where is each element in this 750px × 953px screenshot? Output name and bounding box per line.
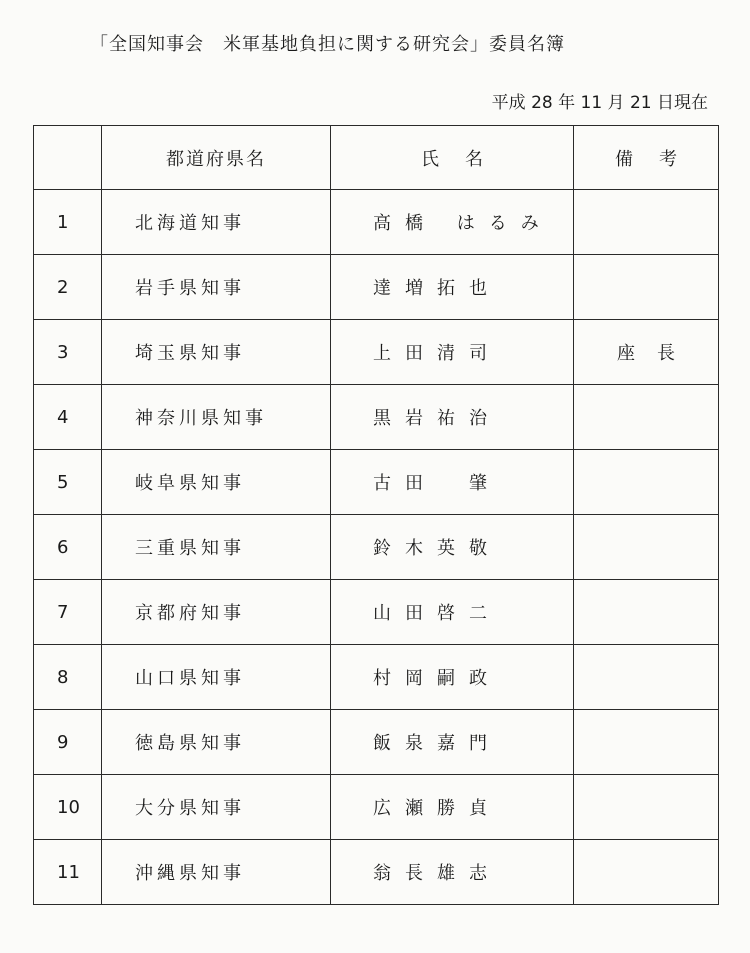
row-remarks [574, 580, 719, 645]
document-title: 「全国知事会 米軍基地負担に関する研究会」委員名簿 [90, 34, 565, 55]
row-prefecture: 岐阜県知事 [102, 450, 331, 515]
table-row [34, 515, 719, 580]
row-number: 8 [34, 645, 102, 710]
row-number: 5 [34, 450, 102, 515]
row-name: 上田清司 [331, 320, 574, 385]
row-prefecture: 大分県知事 [102, 775, 331, 840]
row-name: 達増拓也 [331, 255, 574, 320]
row-prefecture: 北海道知事 [102, 190, 331, 255]
row-remarks [574, 450, 719, 515]
table-row [34, 385, 719, 450]
row-number: 4 [34, 385, 102, 450]
table-row [34, 320, 719, 385]
row-number: 10 [34, 775, 102, 840]
row-remarks [574, 255, 719, 320]
table-header-row [34, 126, 719, 190]
row-name: 黒岩祐治 [331, 385, 574, 450]
row-remarks: 座長 [574, 320, 719, 385]
document-date: 平成 28 年 11 月 21 日現在 [491, 93, 708, 113]
row-prefecture: 埼玉県知事 [102, 320, 331, 385]
row-name: 山田啓二 [331, 580, 574, 645]
row-number: 7 [34, 580, 102, 645]
row-prefecture: 神奈川県知事 [102, 385, 331, 450]
row-name: 鈴木英敬 [331, 515, 574, 580]
row-number: 2 [34, 255, 102, 320]
table-row [34, 450, 719, 515]
table-row [34, 840, 719, 905]
row-number: 1 [34, 190, 102, 255]
table-row [34, 255, 719, 320]
row-number: 3 [34, 320, 102, 385]
row-remarks [574, 775, 719, 840]
row-remarks [574, 645, 719, 710]
table-row [34, 645, 719, 710]
row-prefecture: 山口県知事 [102, 645, 331, 710]
row-remarks [574, 385, 719, 450]
row-number: 6 [34, 515, 102, 580]
header-number [34, 126, 102, 190]
row-name: 村岡嗣政 [331, 645, 574, 710]
row-remarks [574, 840, 719, 905]
header-remarks: 備考 [574, 126, 719, 190]
row-number: 11 [34, 840, 102, 905]
row-prefecture: 三重県知事 [102, 515, 331, 580]
row-remarks [574, 515, 719, 580]
row-prefecture: 沖縄県知事 [102, 840, 331, 905]
row-name: 高橋 はるみ [331, 190, 574, 255]
table-row [34, 190, 719, 255]
row-prefecture: 岩手県知事 [102, 255, 331, 320]
member-roster-table [33, 125, 719, 905]
table-row [34, 710, 719, 775]
row-name: 広瀬勝貞 [331, 775, 574, 840]
row-name: 飯泉嘉門 [331, 710, 574, 775]
header-prefecture: 都道府県名 [102, 126, 331, 190]
row-name: 古田 肇 [331, 450, 574, 515]
row-prefecture: 徳島県知事 [102, 710, 331, 775]
row-name: 翁長雄志 [331, 840, 574, 905]
header-name: 氏名 [331, 126, 574, 190]
row-number: 9 [34, 710, 102, 775]
table-row [34, 775, 719, 840]
row-remarks [574, 190, 719, 255]
row-remarks [574, 710, 719, 775]
row-prefecture: 京都府知事 [102, 580, 331, 645]
table-row [34, 580, 719, 645]
